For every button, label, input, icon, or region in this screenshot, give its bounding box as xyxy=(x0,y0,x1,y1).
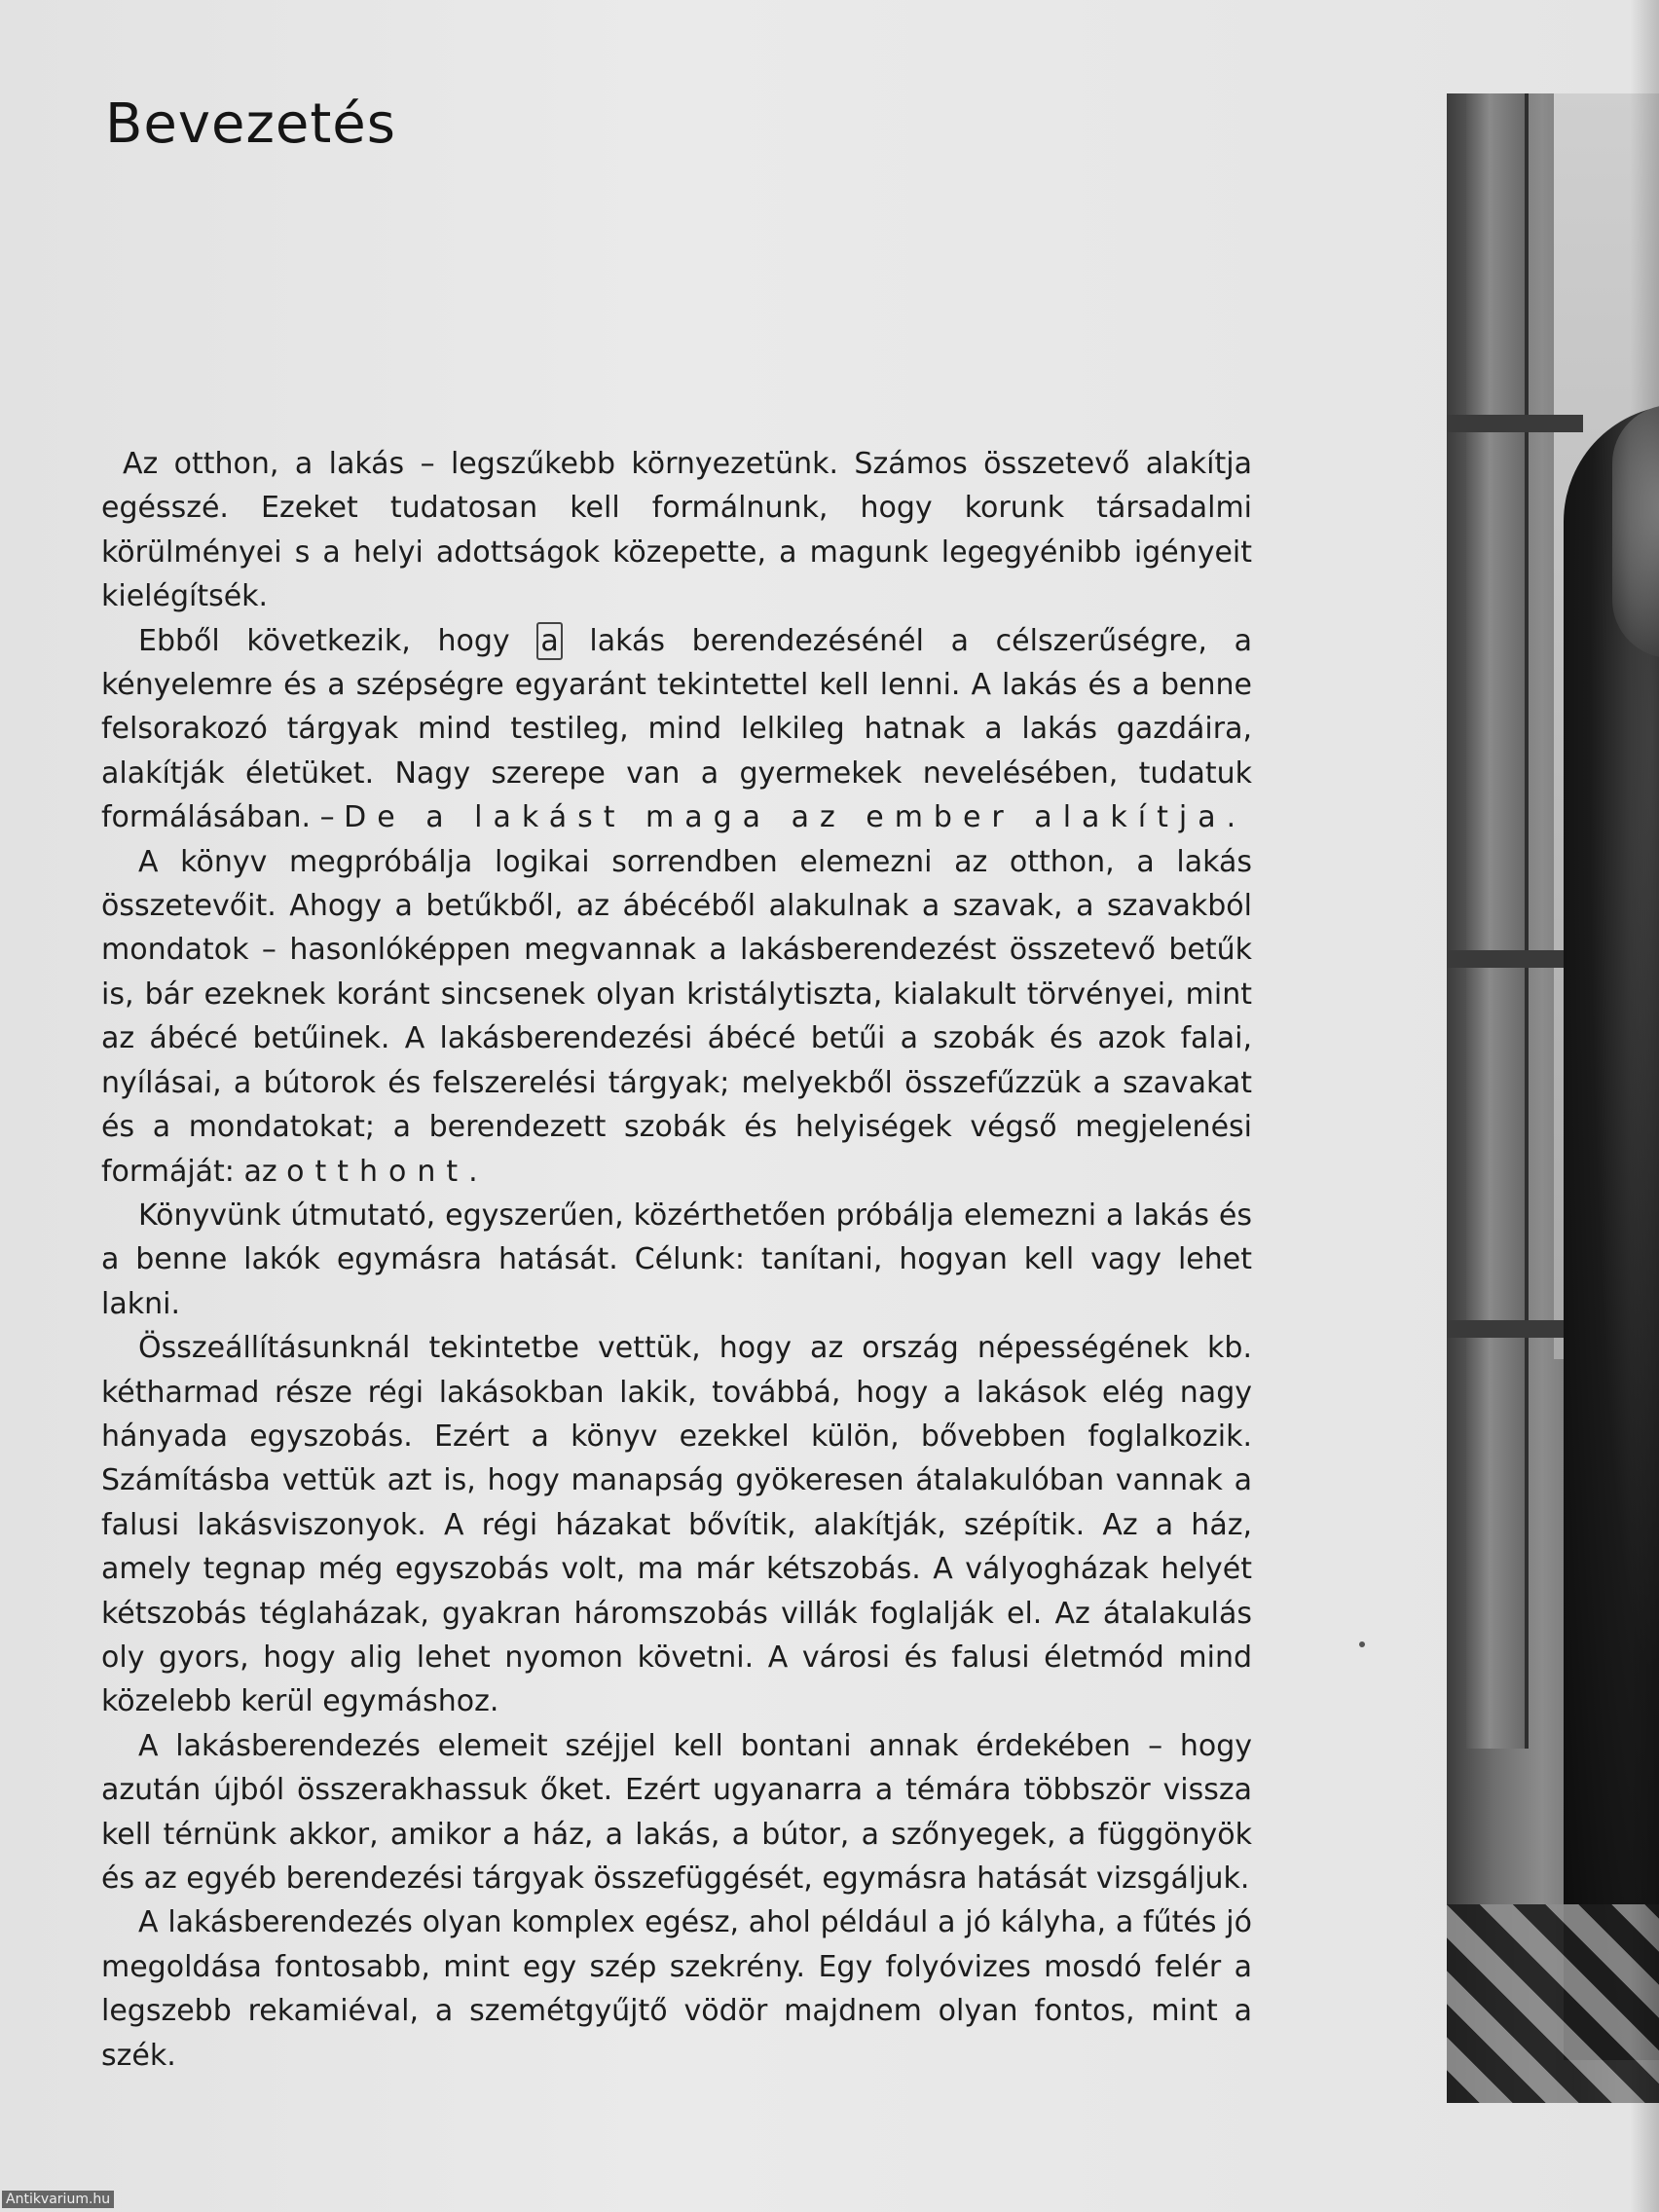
photo-frame-bar xyxy=(1447,1320,1583,1338)
marked-text: a xyxy=(536,622,562,660)
paragraph xyxy=(101,1724,1252,1901)
paragraph xyxy=(101,1326,1252,1724)
speck xyxy=(1359,1641,1365,1647)
body-text xyxy=(101,442,1252,2078)
paragraph-text: Ezeket tudatosan kell formálnunk, hogy korunk társadalmi körülményei s a helyi adottságok közepette, a magunk legegyénibb igényeit kielégítsék. xyxy=(101,491,1252,614)
watermark: Antikvarium.hu xyxy=(2,2191,114,2208)
spaced-text: De a lakást maga az ember alakítja. xyxy=(344,800,1247,835)
paragraph-text: Ebből következik, hogy xyxy=(138,623,537,658)
photograph xyxy=(1447,93,1659,2103)
photo-frame-bar xyxy=(1447,415,1583,432)
page-edge-shadow xyxy=(1630,0,1659,2212)
paragraph xyxy=(101,619,1252,840)
photo-door-frame xyxy=(1466,93,1529,1749)
paragraph-text: Számos összetevő alakítja egésszé. xyxy=(101,447,1252,526)
paragraph-text: A könyv megpróbálja logikai sorrendben elemezni az otthon, a lakás összetevőit. Ahogy a betűkből, az ábécéből alakulnak a szavak, a szavakból mondatok – hasonlóképpen megvannak a lakásberendezést összetevő betűk is, bár ezeknek koránt sincsenek olyan kristálytiszta, kialakult törvényei, mint az ábécé betűinek. A lakásberendezési ábécé betűi a szobák és azok falai, nyílásai, a bútorok és felszerelési tárgyak; melyekből összefűzzük a szavakat és a mondatokat; a berendezett szobák és helyiségek végső megjelenési formáját: az xyxy=(101,844,1252,1189)
paragraph-text: Könyvünk útmutató, egyszerűen, közérthetően próbálja elemezni a lakás és a benne lakók egymásra hatását. Célunk: tanítani, hogyan kell vagy lehet lakni. xyxy=(101,1198,1252,1321)
paragraph xyxy=(101,1900,1252,2078)
page-title: Bevezetés xyxy=(105,92,396,156)
paragraph-text: Az otthon, a lakás – legszűkebb környezetünk. xyxy=(123,447,839,481)
paragraph-text: Összeállításunknál tekintetbe vettük, hogy az ország népességének kb. kétharmad része régi lakásokban lakik, továbbá, hogy a lakások elég nagy hányada egyszobás. Ezért a könyv ezekkel külön, bővebben foglalkozik. Számításba vettük azt is, hogy manapság gyökeresen átalakulóban vannak a falusi lakásviszonyok. A régi házakat bővítik, alakítják, szépítik. Az a ház, amely tegnap még egyszobás volt, ma már kétszobás. A vályogházak helyét kétszobás téglaházak, gyakran háromszobás villák foglalják el. Az átalakulás oly gyors, hogy alig lehet nyomon követni. A városi és falusi életmód mind közelebb kerül egymáshoz. xyxy=(101,1331,1252,1719)
paragraph-text: lakás berendezésénél a célszerűségre, a kényelemre és a szépségre egyaránt tekintettel kell lenni. A lakás és a benne felsorakozó tárgyak mind testileg, mind lelkileg hatnak a lakás gazdáira, alakítják életüket. Nagy szerepe van a gyermekek nevelésében, tudatuk formálásában. – xyxy=(101,623,1252,835)
paragraph-text: A lakásberendezés elemeit széjjel kell bontani annak érdekében – hogy azután újból összerakhassuk őket. Ezért ugyanarra a témára többször vissza kell térnünk akkor, amikor a ház, a lakás, a bútor, a szőnyegek, a függönyök és az egyéb berendezési tárgyak összefüggését, egymásra hatását vizsgáljuk. xyxy=(101,1728,1252,1896)
spaced-text: otthont. xyxy=(286,1154,489,1189)
photo-tiled-floor xyxy=(1447,1904,1659,2103)
paragraph xyxy=(101,1194,1252,1326)
paragraph xyxy=(101,442,1252,619)
photo-frame-bar xyxy=(1447,950,1583,968)
paragraph-text: A lakásberendezés olyan komplex egész, ahol például a jó kályha, a fűtés jó megoldása fontosabb, mint egy szép szekrény. Egy folyóvizes mosdó felér a legszebb rekamiéval, a szemétgyűjtő vödör majdnem olyan fontos, mint a szék. xyxy=(101,1905,1252,2073)
paragraph xyxy=(101,840,1252,1194)
